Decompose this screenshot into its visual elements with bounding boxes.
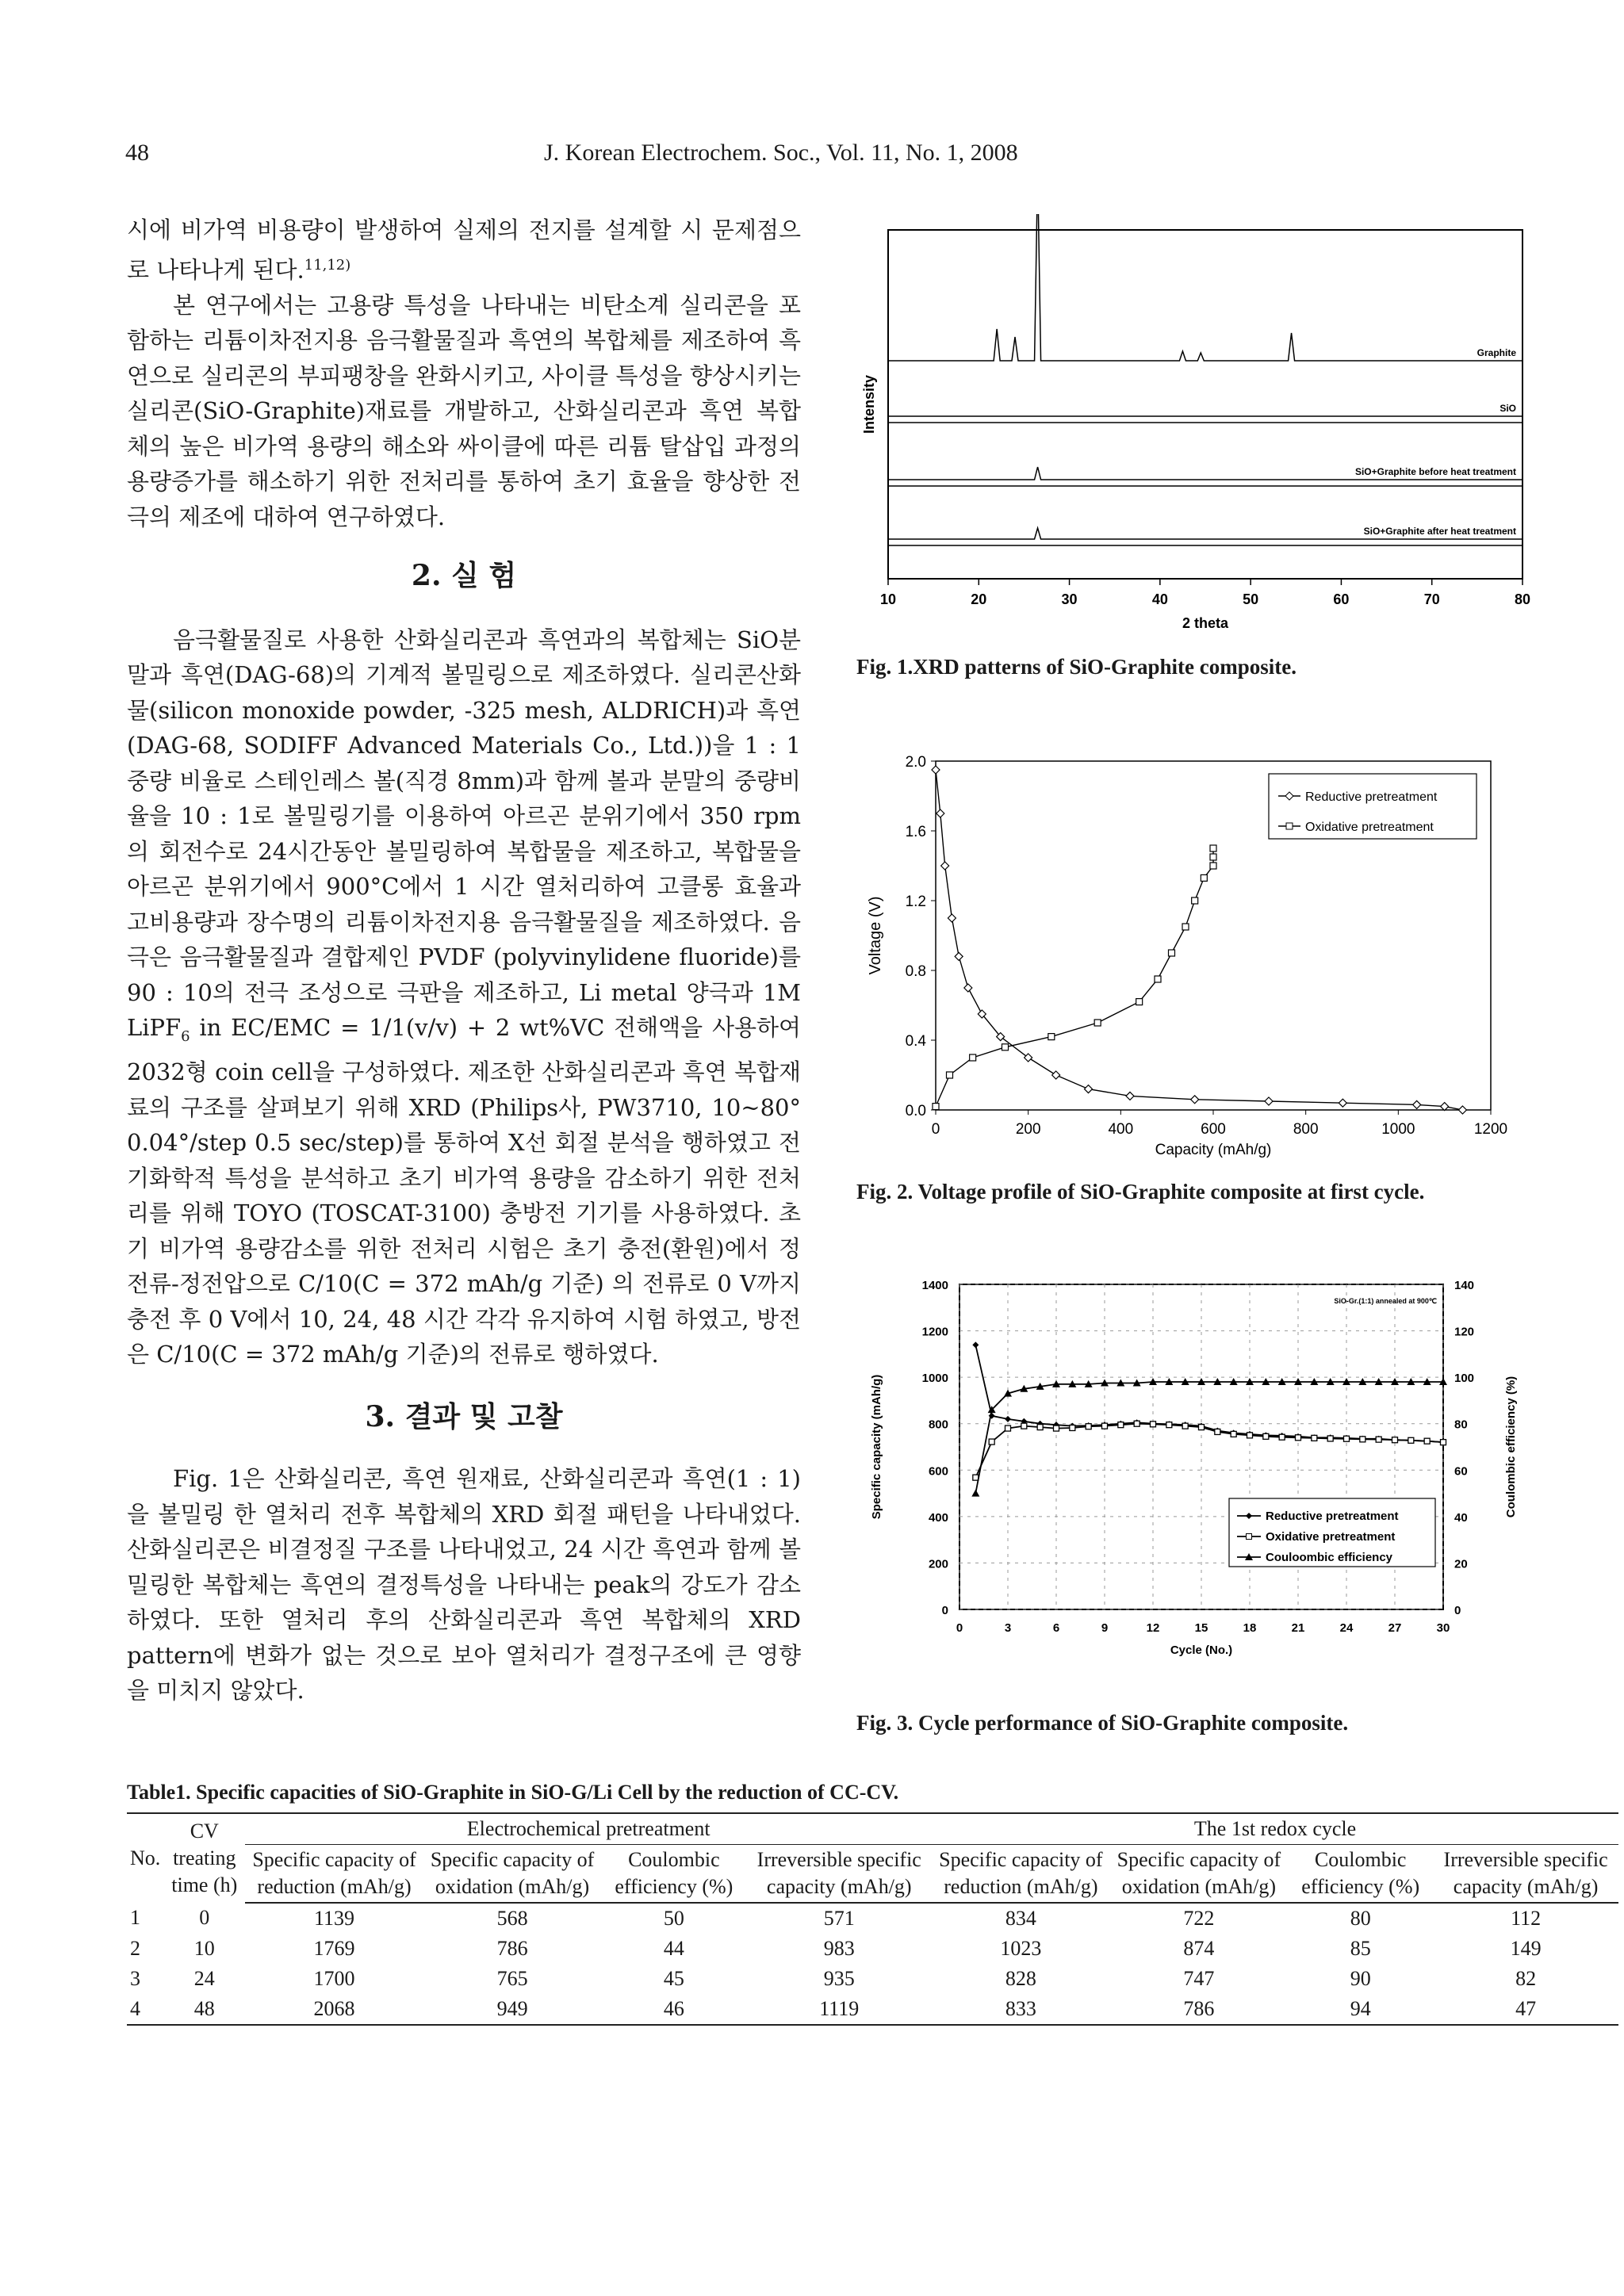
table-cell: 833 <box>932 1994 1110 2025</box>
x-tick-label: 0 <box>931 1121 940 1138</box>
table-caption: Table1. Specific capacities of SiO-Graphite in SiO-G/Li Cell by the reduction of CC-CV. <box>127 1781 899 1804</box>
x-tick-label: 50 <box>1243 591 1259 607</box>
header-cv-time: CV treating time (h) <box>163 1813 245 1903</box>
paragraph-3: 음극활물질로 사용한 산화실리콘과 흑연과의 복합체는 SiO분말과 흑연(DAG-68)의 기계적 볼밀링으로 제조하였다. 실리콘산화물(silicon monoxide powder, -325 mesh, ALDRICH)과 흑연(DAG-68, SODIFF Advanced Materials Co., Ltd.))을 1 : 1 중량 비율로 스테인레스 볼(직경 8mm)과 함께 볼과 분말의 중량비율을 10 : 1로 볼밀링기를 이용하여 아르곤 분위기에서 350 rpm의 회전수로 24시간동안 볼밀링하여 복합물을 제조하고, 복합물을 아르곤 분위기에서 900°C에서 1 시간 열처리하여 고클롱 효율과 고비용량과 장수명의 리튬이차전지용 음극활물질을 제조하였다. 음극은 음극활물질과 결합제인 PVDF (polyvinylidene fluoride)를 90 : 10의 전극 조성으로 극판을 제조하고, Li metal 양극과 1M LiPF$_6$ in EC/EMC = 1/1(v/v) + 2 wt%VC 전해액을 사용하여 2032형 coin cell을 구성하였다. 제조한 산화실리콘과 흑연 복합재료의 구조를 살펴보기 위해 XRD (Philips사, PW3710, 10~80° 0.04°/step 0.5 sec/step)를 통하여 X선 회절 분석을 행하였고 전기화학적 특성을 분석하고 초기 비가역 용량을 감소하기 위한 전처리를 위해 TOYO (TOSCAT-3100) 충방전 기기를 사용하였다. 초기 비가역 용량감소를 위한 전처리 시험은 초기 충전(환원)에서 정전류-정전압으로 C/10(C = 372 mAh/g 기준) 의 전류로 0 V까지 충전 후 0 V에서 10, 24, 48 시간 각각 유지하여 시험 하였고, 방전은 C/10(C = 372 mAh/g 기준)의 전류로 행하였다. <box>127 626 801 1368</box>
oxidative-point <box>1201 874 1207 881</box>
table-cell: 722 <box>1183 1907 1215 1930</box>
y-tick-label: 400 <box>928 1510 948 1525</box>
reductive-point <box>1441 1103 1449 1111</box>
table-cell: 112 <box>1511 1907 1542 1930</box>
x-tick-label: 200 <box>1015 1121 1041 1138</box>
y-tick-label: 200 <box>928 1557 948 1571</box>
oxidative-point <box>1002 1044 1009 1050</box>
table-cell: 82 <box>1515 1967 1537 1990</box>
oxidative-point <box>1441 1440 1446 1445</box>
x-tick-label: 70 <box>1423 591 1440 607</box>
oxidative-point <box>1182 1423 1188 1429</box>
oxidative-point <box>1151 1422 1156 1427</box>
oxidative-point <box>1231 1431 1236 1437</box>
oxidative-point <box>1279 1434 1285 1440</box>
column-header: Irreversible specific capacity (mAh/g) <box>1433 1845 1618 1904</box>
oxidative-point <box>1094 1020 1101 1026</box>
annotation: SiO-Gr.(1:1) annealed at 900℃ <box>1334 1297 1437 1305</box>
y2-tick-label: 100 <box>1454 1372 1475 1386</box>
table-cell: 44 <box>663 1937 684 1960</box>
table-cell: 48 <box>163 1994 245 2025</box>
column-header: Specific capacity of oxidation (mAh/g) <box>423 1845 602 1904</box>
oxidative-point <box>1037 1425 1043 1430</box>
header-group-first-cycle: The 1st redox cycle <box>932 1813 1618 1845</box>
journal-header: J. Korean Electrochem. Soc., Vol. 11, No. 1, 2008 <box>544 140 1018 166</box>
x-tick-label: 12 <box>1146 1621 1160 1635</box>
series-line <box>975 1424 1443 1478</box>
oxidative-point <box>1166 1422 1172 1428</box>
legend-label: Oxidative pretreatment <box>1266 1530 1396 1544</box>
x-tick-label: 18 <box>1243 1621 1257 1635</box>
table-row <box>127 1964 1618 1994</box>
oxidative-point <box>1054 1425 1059 1431</box>
table-cell: 45 <box>663 1967 684 1990</box>
table-cell: 3 <box>130 1967 140 1990</box>
y-tick-label: 2.0 <box>905 754 926 771</box>
oxidative-point <box>1102 1423 1108 1429</box>
y-tick-label: 0.8 <box>905 963 926 980</box>
x-tick-label: 6 <box>1052 1621 1060 1635</box>
x-tick-label: 80 <box>1514 591 1531 607</box>
table-cell: 0 <box>199 1906 210 1929</box>
table-cell: 90 <box>1350 1967 1371 1990</box>
reductive-point <box>941 862 949 870</box>
column-header: Specific capacity of reduction (mAh/g) <box>932 1845 1110 1904</box>
reductive-point <box>1085 1085 1093 1093</box>
x-axis-label: 2 theta <box>1182 615 1229 631</box>
table-cell: 568 <box>496 1907 528 1930</box>
reductive-point <box>1265 1097 1273 1105</box>
reductive-point <box>972 1341 979 1348</box>
table-cell: 10 <box>193 1937 215 1960</box>
table-cell: 50 <box>663 1907 684 1930</box>
y-axis-label: Specific capacity (mAh/g) <box>870 1374 883 1520</box>
fig2-voltage-chart <box>856 745 1538 1173</box>
x-tick-label: 20 <box>971 591 987 607</box>
reductive-point <box>1458 1106 1466 1114</box>
table-cell: 85 <box>1350 1937 1371 1960</box>
y2-tick-label: 80 <box>1454 1418 1468 1432</box>
table-cell: 571 <box>823 1907 855 1930</box>
table-cell: 874 <box>1183 1937 1215 1960</box>
table-cell: 1119 <box>746 1994 932 2025</box>
oxidative-point <box>1376 1437 1381 1442</box>
y2-tick-label: 140 <box>1454 1279 1475 1292</box>
oxidative-point <box>1169 950 1175 956</box>
y2-axis-label: Coulombic efficiency (%) <box>1504 1376 1518 1518</box>
fig1-xrd-chart <box>856 214 1538 642</box>
x-axis-label: Capacity (mAh/g) <box>1155 1142 1272 1158</box>
oxidative-point <box>1070 1425 1075 1430</box>
table-cell: 94 <box>1288 1994 1433 2025</box>
reductive-point <box>1339 1099 1346 1107</box>
table-body <box>127 1903 1618 2025</box>
x-tick-label: 10 <box>879 591 897 607</box>
column-header: Coulombic efficiency (%) <box>1288 1845 1433 1904</box>
x-tick-label: 30 <box>1436 1621 1450 1635</box>
reductive-point <box>1126 1092 1134 1100</box>
legend-marker <box>1286 823 1293 829</box>
legend-label: Reductive pretreatment <box>1305 790 1438 804</box>
legend-label: Couloombic efficiency <box>1266 1551 1393 1564</box>
y-tick-label: 1.2 <box>905 894 926 910</box>
oxidative-point <box>1392 1437 1398 1443</box>
oxidative-point <box>1360 1437 1365 1442</box>
table-cell: 983 <box>823 1937 855 1960</box>
oxidative-point <box>1247 1433 1253 1438</box>
paragraph-4: Fig. 1은 산화실리콘, 흑연 원재료, 산화실리콘과 흑연(1 : 1)을 볼밀링 한 열처리 전후 복합체의 XRD 회절 패턴을 나타내었다. 산화실리콘은 비결정질 구조를 나타내었고, 24 시간 흑연과 함께 볼밀링한 복합체는 흑연의 결정특성을 나타내는 peak의 강도가 감소하였다. 또한 열처리 후의 산화실리콘과 흑연 복합체의 XRD pattern에 변화가 없는 것으로 보아 열처리가 결정구조에 큰 영향을 미치지 않았다. <box>127 1465 801 1705</box>
header-no: No. <box>127 1813 163 1903</box>
x-tick-label: 0 <box>956 1621 963 1635</box>
x-axis-label: Cycle (No.) <box>1170 1644 1233 1657</box>
table-cell: 1700 <box>313 1967 355 1990</box>
table-cell: 1023 <box>1000 1937 1042 1960</box>
oxidative-point <box>1210 845 1216 851</box>
y-tick-label: 0 <box>941 1604 948 1617</box>
results-table <box>127 1812 1618 2026</box>
table-cell: 935 <box>823 1967 855 1990</box>
column-header: Specific capacity of oxidation (mAh/g) <box>1110 1845 1289 1904</box>
table-cell: 1769 <box>313 1937 355 1960</box>
oxidative-line <box>936 848 1213 1107</box>
table-cell: 4 <box>127 1994 163 2025</box>
x-tick-label: 21 <box>1291 1621 1305 1635</box>
oxidative-point <box>1344 1436 1350 1441</box>
oxidative-point <box>1021 1423 1027 1429</box>
y-tick-label: 600 <box>928 1464 948 1479</box>
xrd-trace <box>888 214 1522 361</box>
y2-tick-label: 0 <box>1454 1604 1461 1617</box>
oxidative-point <box>1182 924 1189 930</box>
table-container <box>127 1812 1618 2026</box>
reductive-point <box>932 766 940 774</box>
table-row <box>127 1903 1618 1934</box>
series-line <box>975 1382 1443 1494</box>
reductive-point <box>936 809 944 817</box>
table-cell: 786 <box>496 1937 528 1960</box>
oxidative-point <box>1136 999 1143 1005</box>
table-cell: 149 <box>1510 1937 1542 1960</box>
oxidative-point <box>1005 1425 1011 1431</box>
y2-tick-label: 120 <box>1454 1325 1475 1339</box>
table-cell: 786 <box>1110 1994 1289 2025</box>
y-axis-label: Intensity <box>861 374 877 434</box>
table-cell: 24 <box>193 1967 215 1990</box>
series-label: Graphite <box>1477 347 1516 358</box>
y-tick-label: 1.6 <box>905 824 926 840</box>
y-tick-label: 1400 <box>921 1279 948 1292</box>
oxidative-point <box>1312 1435 1317 1441</box>
x-tick-label: 30 <box>1061 591 1078 607</box>
y-tick-label: 0.4 <box>905 1033 926 1050</box>
series-label: SiO+Graphite after heat treatment <box>1363 526 1516 537</box>
column-header: Coulombic efficiency (%) <box>601 1845 746 1904</box>
fig3-cycle-chart <box>856 1269 1538 1697</box>
table-cell: 46 <box>601 1994 746 2025</box>
header-group-pretreatment: Electrochemical pretreatment <box>245 1813 932 1845</box>
legend-label: Reductive pretreatment <box>1266 1510 1399 1523</box>
reductive-point <box>1191 1096 1199 1104</box>
oxidative-point <box>947 1072 953 1078</box>
table-cell: 828 <box>1005 1967 1036 1990</box>
table-cell: 949 <box>423 1994 602 2025</box>
paragraph-2: 본 연구에서는 고용량 특성을 나타내는 비탄소계 실리콘을 포함하는 리튬이차전지용 음극활물질과 흑연의 복합체를 제조하여 흑연으로 실리콘의 부피팽창을 완화시키고, 사이클 특성을 향상시키는 실리콘(SiO-Graphite)재료를 개발하고, 산화실리콘과 흑연 복합체의 높은 비가역 용량의 해소와 싸이클에 따른 리튬 탈삽입 과정의 용량증가를 해소하기 위한 전처리를 통하여 초기 효율을 향상한 전극의 제조에 대하여 연구하였다. <box>127 291 801 530</box>
x-tick-label: 1200 <box>1473 1121 1508 1138</box>
x-tick-label: 1000 <box>1381 1121 1415 1138</box>
table-header-row <box>127 1845 1618 1904</box>
oxidative-point <box>933 1104 939 1110</box>
oxidative-point <box>970 1054 976 1061</box>
x-tick-label: 60 <box>1333 591 1350 607</box>
x-tick-label: 9 <box>1101 1621 1109 1635</box>
table-row <box>127 1994 1618 2025</box>
y-tick-label: 1200 <box>921 1325 948 1339</box>
table-cell: 765 <box>496 1967 528 1990</box>
reductive-point <box>964 984 972 992</box>
oxidative-point <box>1424 1438 1430 1444</box>
table-cell: 834 <box>1005 1907 1036 1930</box>
x-tick-label: 24 <box>1339 1621 1354 1635</box>
x-tick-label: 600 <box>1201 1121 1226 1138</box>
table-cell: 1139 <box>314 1907 355 1930</box>
series-label: SiO+Graphite before heat treatment <box>1354 466 1516 477</box>
section-heading-2: 2. 실 험 <box>411 559 517 593</box>
table-cell: 47 <box>1433 1994 1618 2025</box>
reductive-point <box>1005 1416 1011 1422</box>
y-tick-label: 0.0 <box>905 1103 926 1119</box>
table-cell: 747 <box>1183 1967 1215 1990</box>
fig2-caption: Fig. 2. Voltage profile of SiO-Graphite composite at first cycle. <box>856 1180 1425 1203</box>
x-tick-label: 400 <box>1108 1121 1134 1138</box>
legend-label: Oxidative pretreatment <box>1305 821 1434 834</box>
fig1-caption: Fig. 1.XRD patterns of SiO-Graphite composite. <box>856 655 1297 679</box>
x-tick-label: 27 <box>1388 1621 1402 1635</box>
section-heading-3: 3. 결과 및 고찰 <box>365 1399 563 1433</box>
x-tick-label: 3 <box>1004 1621 1012 1635</box>
oxidative-point <box>1296 1435 1301 1441</box>
y-tick-label: 800 <box>928 1418 948 1432</box>
oxidative-point <box>1327 1436 1333 1441</box>
efficiency-point <box>971 1490 979 1497</box>
oxidative-point <box>1199 1425 1205 1430</box>
y-axis-label: Voltage (V) <box>867 896 884 975</box>
oxidative-point <box>1086 1424 1091 1429</box>
table-cell: 2 <box>130 1937 140 1960</box>
oxidative-point <box>1118 1422 1124 1428</box>
oxidative-point <box>989 1439 994 1445</box>
reductive-point <box>955 952 963 960</box>
table-cell: 1 <box>130 1906 140 1929</box>
table-cell: 80 <box>1350 1907 1371 1930</box>
oxidative-point <box>1134 1421 1139 1426</box>
reductive-point <box>1052 1071 1060 1079</box>
column-header: Specific capacity of reduction (mAh/g) <box>245 1845 423 1904</box>
series-label: SiO <box>1500 403 1516 414</box>
x-tick-label: 15 <box>1194 1621 1208 1635</box>
oxidative-point <box>1263 1433 1269 1439</box>
x-tick-label: 800 <box>1293 1121 1319 1138</box>
table-row <box>127 1934 1618 1964</box>
oxidative-point <box>1192 897 1198 904</box>
column-header: Irreversible specific capacity (mAh/g) <box>746 1845 932 1904</box>
y-tick-label: 1000 <box>921 1372 948 1386</box>
oxidative-point <box>1210 854 1216 860</box>
oxidative-point <box>1210 863 1216 869</box>
oxidative-point <box>1215 1429 1220 1434</box>
fig3-caption: Fig. 3. Cycle performance of SiO-Graphite composite. <box>856 1711 1349 1735</box>
reductive-point <box>1413 1100 1421 1108</box>
page-number: 48 <box>125 140 149 166</box>
reductive-point <box>948 914 956 922</box>
oxidative-point <box>1408 1437 1414 1443</box>
table-cell: 2068 <box>245 1994 423 2025</box>
y2-tick-label: 40 <box>1454 1510 1468 1525</box>
left-column <box>127 212 801 1709</box>
y2-tick-label: 60 <box>1454 1464 1468 1479</box>
y2-tick-label: 20 <box>1454 1557 1468 1571</box>
legend-marker <box>1247 1534 1252 1540</box>
paragraph-1: 시에 비가역 비용량이 발생하여 실제의 전지를 설계할 시 문제점으로 나타나게 된다.$^{11,12)}$ <box>127 216 801 284</box>
x-tick-label: 40 <box>1151 591 1168 607</box>
oxidative-point <box>1048 1034 1055 1040</box>
oxidative-point <box>1155 976 1161 982</box>
